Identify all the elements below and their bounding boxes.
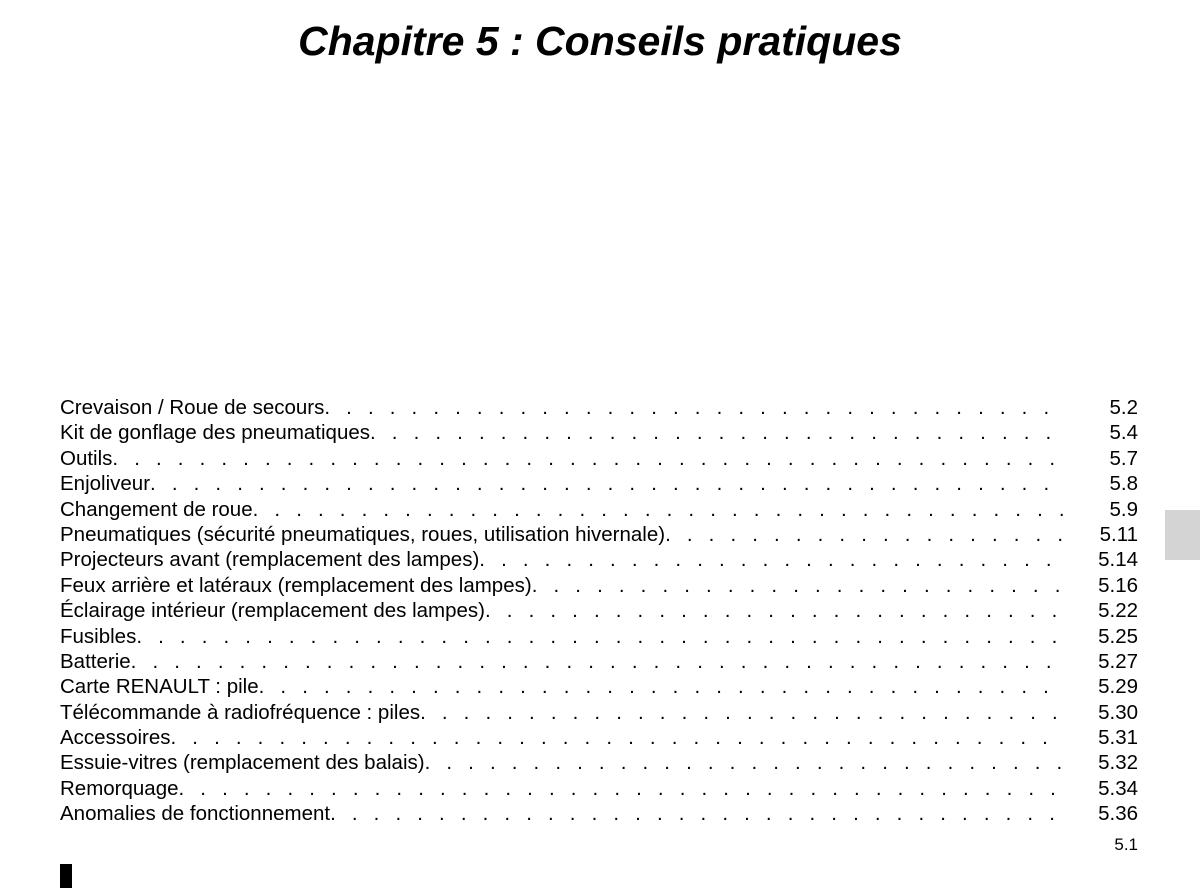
- toc-item-page: 5.16: [1098, 573, 1138, 597]
- toc-item-label[interactable]: Kit de gonflage des pneumatiques: [60, 421, 371, 445]
- toc-item-page: 5.4: [1109, 421, 1138, 445]
- dot-leader: [420, 700, 1064, 725]
- dot-leader: [131, 649, 1064, 674]
- toc-item-label[interactable]: Projecteurs avant (remplacement des lampes): [60, 548, 480, 572]
- toc-item-enjoliveur[interactable]: [60, 471, 1138, 496]
- toc-item-pneumatiques[interactable]: [60, 522, 1138, 547]
- toc-item-label[interactable]: Essuie-vitres (remplacement des balais): [60, 751, 425, 775]
- toc-item-label[interactable]: Éclairage intérieur (remplacement des lampes): [60, 599, 485, 623]
- chapter-title: Chapitre 5 : Conseils pratiques: [298, 18, 902, 64]
- toc-item-label[interactable]: Enjoliveur: [60, 472, 151, 496]
- toc-item-fusibles[interactable]: [60, 624, 1138, 649]
- dot-leader: [171, 725, 1064, 750]
- toc-item-label[interactable]: Outils: [60, 446, 113, 470]
- toc-item-crevaison[interactable]: [60, 395, 1138, 420]
- toc-item-label[interactable]: Accessoires: [60, 726, 171, 750]
- toc-item-page: 5.32: [1098, 751, 1138, 775]
- toc-item-telecommande[interactable]: [60, 700, 1138, 725]
- toc-item-anomalies[interactable]: [60, 801, 1138, 826]
- toc-item-outils[interactable]: [60, 446, 1138, 471]
- crop-mark: [60, 864, 72, 888]
- toc-item-page: 5.7: [1109, 446, 1138, 470]
- toc-item-page: 5.29: [1098, 675, 1138, 699]
- chapter-tab-marker: [1165, 510, 1200, 560]
- toc-item-label[interactable]: Crevaison / Roue de secours: [60, 396, 325, 419]
- dot-leader: [259, 674, 1064, 699]
- dot-leader: [532, 573, 1064, 598]
- toc-item-kit-gonflage[interactable]: [60, 420, 1138, 445]
- toc-item-essuie-vitres[interactable]: [60, 750, 1138, 775]
- toc-item-projecteurs-avant[interactable]: [60, 547, 1138, 572]
- toc-item-page: 5.25: [1098, 624, 1138, 648]
- dot-leader: [179, 776, 1064, 801]
- toc-item-label[interactable]: Anomalies de fonctionnement: [60, 802, 331, 826]
- dot-leader: [136, 624, 1064, 649]
- toc-item-accessoires[interactable]: [60, 725, 1138, 750]
- toc-item-changement-roue[interactable]: [60, 497, 1138, 522]
- dot-leader: [330, 801, 1064, 826]
- toc-item-label[interactable]: Remorquage: [60, 776, 179, 800]
- page-number: 5.1: [1114, 835, 1138, 854]
- dot-leader: [479, 547, 1064, 572]
- toc-item-page: 5.22: [1098, 599, 1138, 623]
- toc-item-page: 5.34: [1098, 776, 1138, 800]
- toc-item-label[interactable]: Batterie: [60, 649, 131, 673]
- dot-leader: [324, 395, 1064, 420]
- dot-leader: [485, 598, 1064, 623]
- toc-item-page: 5.27: [1098, 649, 1138, 673]
- toc-item-label[interactable]: Changement de roue: [60, 497, 253, 521]
- dot-leader: [253, 497, 1064, 522]
- toc-item-page: 5.14: [1098, 548, 1138, 572]
- table-of-contents: [60, 395, 1138, 827]
- toc-item-carte-renault[interactable]: [60, 674, 1138, 699]
- dot-leader: [112, 446, 1064, 471]
- dot-leader: [150, 471, 1064, 496]
- dot-leader: [370, 420, 1064, 445]
- toc-item-label[interactable]: Feux arrière et latéraux (remplacement des lampes): [60, 573, 532, 597]
- toc-item-page: 5.31: [1098, 726, 1138, 750]
- toc-item-page: 5.9: [1109, 497, 1138, 521]
- toc-item-label[interactable]: Pneumatiques (sécurité pneumatiques, roues, utilisation hivernale): [60, 522, 666, 546]
- toc-item-label[interactable]: Télécommande à radiofréquence : piles: [60, 700, 421, 724]
- toc-item-page: 5.11: [1099, 522, 1138, 546]
- toc-item-page: 5.36: [1098, 802, 1138, 826]
- toc-item-eclairage-interieur[interactable]: [60, 598, 1138, 623]
- toc-item-label[interactable]: Fusibles: [60, 624, 137, 648]
- toc-item-remorquage[interactable]: [60, 776, 1138, 801]
- toc-item-label[interactable]: Carte RENAULT : pile: [60, 675, 259, 699]
- toc-item-page: 5.2: [1109, 396, 1138, 419]
- dot-leader: [425, 750, 1064, 775]
- toc-item-page: 5.8: [1109, 472, 1138, 496]
- toc-item-page: 5.30: [1098, 700, 1138, 724]
- toc-item-batterie[interactable]: [60, 649, 1138, 674]
- toc-item-feux-arriere[interactable]: [60, 573, 1138, 598]
- dot-leader: [665, 522, 1064, 547]
